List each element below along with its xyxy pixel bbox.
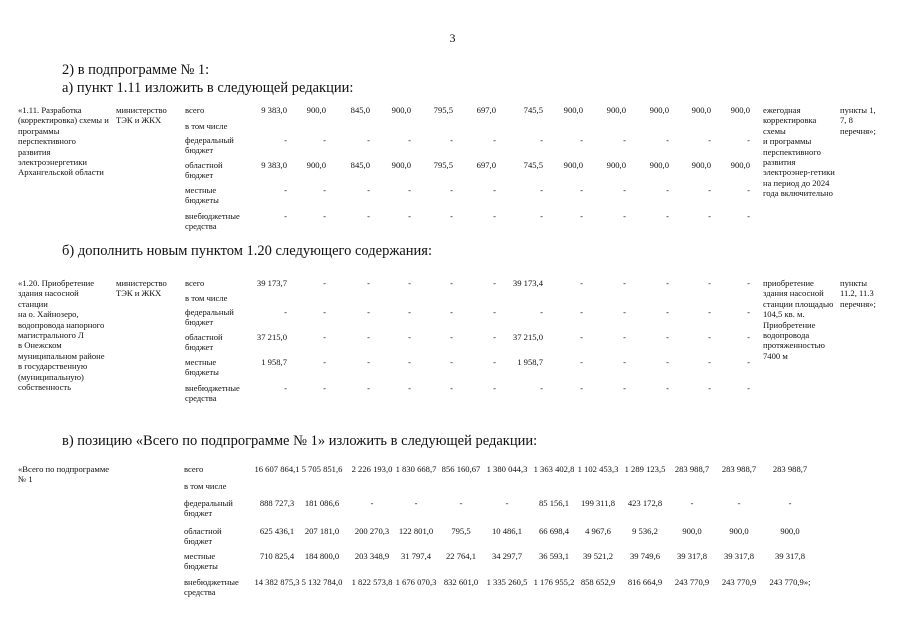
expected-result: приобретение здания насосной станции площадью 104,5 кв. м. Приобретение водопровода протяженностью 7400 м — [763, 278, 834, 361]
table-cell-value: - — [666, 383, 669, 393]
table-cell-value: - — [708, 135, 711, 145]
table-cell-value: - — [580, 211, 583, 221]
table-cell-value: 1 335 260,5 — [486, 577, 528, 587]
expected-result: ежегодная корректировка схемы и программы перспективного развития электроэнер-гетики на период до 2024 года включительно — [763, 105, 835, 199]
table-cell-value: 900,0 — [563, 160, 583, 170]
table-cell-value: - — [367, 211, 370, 221]
table-cell-value: - — [623, 307, 626, 317]
table-cell-value: - — [690, 498, 694, 508]
table-cell-value: - — [666, 135, 669, 145]
table-cell-value: - — [540, 135, 543, 145]
table-cell-value: 900,0 — [306, 160, 326, 170]
table-cell-value: 37 215,0 — [256, 332, 287, 342]
table-cell-value: 36 593,1 — [538, 551, 570, 561]
table-cell-value: - — [540, 307, 543, 317]
table-cell-value: 900,0 — [391, 105, 411, 115]
table-cell-value: 31 797,4 — [400, 551, 432, 561]
table-cell-value: - — [450, 135, 453, 145]
funding-source-label: федеральный бюджет — [185, 135, 234, 156]
table-cell-value: 122 801,0 — [398, 526, 434, 536]
table-cell-value: - — [540, 383, 543, 393]
table-cell-value: - — [493, 135, 496, 145]
table-cell-value: 37 215,0 — [512, 332, 543, 342]
table-cell-value: 900,0 — [563, 105, 583, 115]
table-cell-value: - — [708, 278, 711, 288]
table-cell-value: 243 770,9 — [721, 577, 757, 587]
table-cell-value: 900,0 — [691, 160, 711, 170]
page-number: 3 — [449, 31, 456, 45]
table-cell-value: 856 160,67 — [441, 464, 481, 474]
table-cell-value: - — [450, 211, 453, 221]
table-cell-value: 22 764,1 — [445, 551, 477, 561]
table-cell-value: 1 958,7 — [517, 357, 543, 367]
table-cell-value: 39 173,4 — [512, 278, 543, 288]
table-cell-value: - — [450, 307, 453, 317]
funding-source-label: в том числе — [185, 121, 228, 131]
table-cell-value: - — [708, 185, 711, 195]
table-cell-value: - — [747, 211, 750, 221]
table-cell-value: 4 967,6 — [585, 526, 611, 536]
table-cell-value: - — [747, 332, 750, 342]
table-cell-value: - — [450, 278, 453, 288]
list-points: пункты 1, 7, 8 перечня»; — [840, 105, 876, 136]
table-cell-value: - — [580, 278, 583, 288]
table-cell-value: - — [747, 307, 750, 317]
table-cell-value: - — [623, 185, 626, 195]
heading-subprogram: 2) в подпрограмме № 1: — [62, 62, 210, 78]
program-item-name: «Всего по подпрограмме № 1 — [18, 464, 110, 485]
heading-total: в) позицию «Всего по подпрограмме № 1» изложить в следующей редакции: — [62, 433, 538, 449]
heading-item-1-11: а) пункт 1.11 изложить в следующей редакции: — [62, 80, 354, 96]
table-cell-value: 39 317,8 — [723, 551, 755, 561]
table-cell-value: 1 363 402,8 — [533, 464, 575, 474]
table-cell-value: 888 727,3 — [259, 498, 295, 508]
heading-item-1-20: б) дополнить новым пунктом 1.20 следующего содержания: — [62, 243, 432, 259]
table-cell-value: - — [708, 383, 711, 393]
table-cell-value: 423 172,8 — [627, 498, 663, 508]
table-cell-value: - — [580, 135, 583, 145]
table-cell-value: 1 380 044,3 — [486, 464, 528, 474]
table-cell-value: - — [788, 498, 792, 508]
table-cell-value: - — [708, 211, 711, 221]
funding-source-label: всего — [184, 464, 204, 474]
table-cell-value: 1 102 453,3 — [577, 464, 619, 474]
table-cell-value: 900,0 — [729, 526, 749, 536]
table-cell-value: - — [493, 185, 496, 195]
table-cell-value: - — [408, 185, 411, 195]
table-cell-value: - — [408, 135, 411, 145]
funding-source-label: местные бюджеты — [185, 357, 219, 378]
table-cell-value: - — [284, 185, 287, 195]
table-cell-value: 200 270,3 — [354, 526, 390, 536]
table-cell-value: - — [459, 498, 463, 508]
table-cell-value: - — [493, 357, 496, 367]
table-cell-value: - — [323, 135, 326, 145]
funding-source-label: внебюджетные средства — [184, 577, 239, 598]
table-cell-value: 9 383,0 — [261, 160, 287, 170]
table-cell-value: 9 536,2 — [632, 526, 658, 536]
table-cell-value: 900,0 — [682, 526, 702, 536]
table-cell-value: 816 664,9 — [627, 577, 663, 587]
table-cell-value: - — [450, 357, 453, 367]
table-cell-value: - — [666, 307, 669, 317]
table-cell-value: - — [623, 357, 626, 367]
table-cell-value: - — [493, 332, 496, 342]
table-cell-value: - — [323, 278, 326, 288]
table-cell-value: - — [408, 211, 411, 221]
table-cell-value: 900,0 — [649, 160, 669, 170]
table-cell-value: 845,0 — [350, 160, 370, 170]
table-cell-value: 1 676 070,3 — [395, 577, 437, 587]
table-cell-value: 900,0 — [649, 105, 669, 115]
table-cell-value: - — [737, 498, 741, 508]
table-cell-value: - — [580, 383, 583, 393]
table-cell-value: 243 770,9»; — [769, 577, 811, 587]
table-cell-value: 39 173,7 — [256, 278, 287, 288]
table-cell-value: 66 698,4 — [538, 526, 570, 536]
table-cell-value: - — [747, 357, 750, 367]
table-cell-value: 85 156,1 — [538, 498, 570, 508]
table-cell-value: 795,5 — [433, 105, 453, 115]
table-cell-value: 900,0 — [730, 105, 750, 115]
table-cell-value: - — [284, 383, 287, 393]
table-cell-value: 858 652,9 — [580, 577, 616, 587]
table-cell-value: - — [284, 307, 287, 317]
table-cell-value: 9 383,0 — [261, 105, 287, 115]
table-cell-value: - — [666, 211, 669, 221]
table-cell-value: - — [505, 498, 509, 508]
table-cell-value: - — [323, 357, 326, 367]
executor: министерство ТЭК и ЖКХ — [116, 278, 167, 299]
table-cell-value: - — [493, 211, 496, 221]
funding-source-label: областной бюджет — [185, 160, 223, 181]
funding-source-label: в том числе — [185, 293, 228, 303]
table-cell-value: 181 086,6 — [304, 498, 340, 508]
table-cell-value: 199 311,8 — [580, 498, 616, 508]
table-cell-value: - — [666, 185, 669, 195]
table-cell-value: 2 226 193,0 — [351, 464, 393, 474]
table-cell-value: 14 382 875,3 — [254, 577, 300, 587]
table-cell-value: - — [323, 185, 326, 195]
funding-source-label: федеральный бюджет — [185, 307, 234, 328]
table-cell-value: 1 830 668,7 — [395, 464, 437, 474]
table-cell-value: 900,0 — [730, 160, 750, 170]
table-cell-value: - — [708, 357, 711, 367]
table-cell-value: 243 770,9 — [674, 577, 710, 587]
table-cell-value: 39 749,6 — [629, 551, 661, 561]
table-cell-value: 39 521,2 — [582, 551, 614, 561]
table-cell-value: - — [623, 211, 626, 221]
table-cell-value: 39 317,8 — [676, 551, 708, 561]
table-cell-value: 207 181,0 — [304, 526, 340, 536]
table-cell-value: 745,5 — [523, 105, 543, 115]
table-cell-value: 795,5 — [451, 526, 471, 536]
table-cell-value: - — [408, 357, 411, 367]
table-cell-value: - — [540, 211, 543, 221]
table-cell-value: 34 297,7 — [491, 551, 523, 561]
table-cell-value: 900,0 — [691, 105, 711, 115]
funding-source-label: внебюджетные средства — [185, 383, 240, 404]
table-cell-value: - — [367, 332, 370, 342]
funding-source-label: областной бюджет — [184, 526, 222, 547]
table-cell-value: - — [708, 332, 711, 342]
table-cell-value: - — [323, 211, 326, 221]
table-cell-value: - — [493, 278, 496, 288]
table-cell-value: - — [747, 185, 750, 195]
table-cell-value: - — [408, 307, 411, 317]
table-cell-value: 1 289 123,5 — [624, 464, 666, 474]
table-cell-value: - — [323, 383, 326, 393]
table-cell-value: - — [747, 383, 750, 393]
table-cell-value: 710 825,4 — [259, 551, 295, 561]
funding-source-label: местные бюджеты — [184, 551, 218, 572]
table-cell-value: - — [623, 278, 626, 288]
table-cell-value: 795,5 — [433, 160, 453, 170]
table-cell-value: - — [580, 357, 583, 367]
table-cell-value: - — [747, 278, 750, 288]
table-cell-value: - — [450, 383, 453, 393]
table-cell-value: - — [367, 135, 370, 145]
table-cell-value: 900,0 — [780, 526, 800, 536]
table-cell-value: 832 601,0 — [443, 577, 479, 587]
table-cell-value: - — [367, 307, 370, 317]
table-cell-value: - — [284, 135, 287, 145]
table-cell-value: 16 607 864,1 — [254, 464, 300, 474]
program-item-name: «1.11. Разработка (корректировка) схемы и программы перспективного развития электроэнергетики Архангельской области — [18, 105, 109, 178]
list-points: пункты 11.2, 11.3 перечня»; — [840, 278, 876, 309]
table-cell-value: - — [580, 185, 583, 195]
table-cell-value: - — [666, 357, 669, 367]
table-cell-value: - — [367, 383, 370, 393]
table-cell-value: - — [666, 332, 669, 342]
table-cell-value: - — [623, 332, 626, 342]
table-cell-value: - — [666, 278, 669, 288]
table-cell-value: - — [414, 498, 418, 508]
table-cell-value: - — [450, 332, 453, 342]
program-item-name: «1.20. Приобретение здания насосной станции на о. Хайнозеро, водопровода напорного магистрального Л в Онежском муниципальном районе в государственную (муниципальную) собственность — [18, 278, 105, 393]
table-cell-value: 203 348,9 — [354, 551, 390, 561]
table-cell-value: 1 958,7 — [261, 357, 287, 367]
table-cell-value: 900,0 — [306, 105, 326, 115]
table-cell-value: - — [580, 332, 583, 342]
table-cell-value: - — [323, 332, 326, 342]
table-cell-value: 283 988,7 — [721, 464, 757, 474]
table-cell-value: - — [580, 307, 583, 317]
table-cell-value: - — [540, 185, 543, 195]
table-cell-value: - — [367, 357, 370, 367]
table-cell-value: 697,0 — [476, 160, 496, 170]
table-cell-value: - — [623, 383, 626, 393]
table-cell-value: 900,0 — [391, 160, 411, 170]
funding-source-label: внебюджетные средства — [185, 211, 240, 232]
table-cell-value: - — [323, 307, 326, 317]
table-cell-value: 283 988,7 — [772, 464, 808, 474]
table-cell-value: - — [623, 135, 626, 145]
table-cell-value: - — [493, 383, 496, 393]
table-cell-value: 5 705 851,6 — [301, 464, 343, 474]
table-cell-value: - — [370, 498, 374, 508]
table-cell-value: - — [747, 135, 750, 145]
funding-source-label: областной бюджет — [185, 332, 223, 353]
table-cell-value: - — [408, 383, 411, 393]
table-cell-value: 697,0 — [476, 105, 496, 115]
funding-source-label: местные бюджеты — [185, 185, 219, 206]
funding-source-label: в том числе — [184, 481, 227, 491]
funding-source-label: всего — [185, 105, 205, 115]
table-cell-value: 745,5 — [523, 160, 543, 170]
table-cell-value: 283 988,7 — [674, 464, 710, 474]
table-cell-value: 845,0 — [350, 105, 370, 115]
table-cell-value: 900,0 — [606, 105, 626, 115]
executor: министерство ТЭК и ЖКХ — [116, 105, 167, 126]
table-cell-value: - — [284, 211, 287, 221]
table-cell-value: - — [367, 278, 370, 288]
table-cell-value: - — [367, 185, 370, 195]
table-cell-value: 184 800,0 — [304, 551, 340, 561]
table-cell-value: - — [708, 307, 711, 317]
table-cell-value: 1 822 573,8 — [351, 577, 393, 587]
table-cell-value: 900,0 — [606, 160, 626, 170]
table-cell-value: 5 132 784,0 — [301, 577, 343, 587]
table-cell-value: 10 486,1 — [491, 526, 523, 536]
table-cell-value: 1 176 955,2 — [533, 577, 575, 587]
funding-source-label: всего — [185, 278, 205, 288]
table-cell-value: - — [493, 307, 496, 317]
funding-source-label: федеральный бюджет — [184, 498, 233, 519]
table-cell-value: - — [408, 278, 411, 288]
table-cell-value: 625 436,1 — [259, 526, 295, 536]
table-cell-value: 39 317,8 — [774, 551, 806, 561]
table-cell-value: - — [450, 185, 453, 195]
table-cell-value: - — [408, 332, 411, 342]
